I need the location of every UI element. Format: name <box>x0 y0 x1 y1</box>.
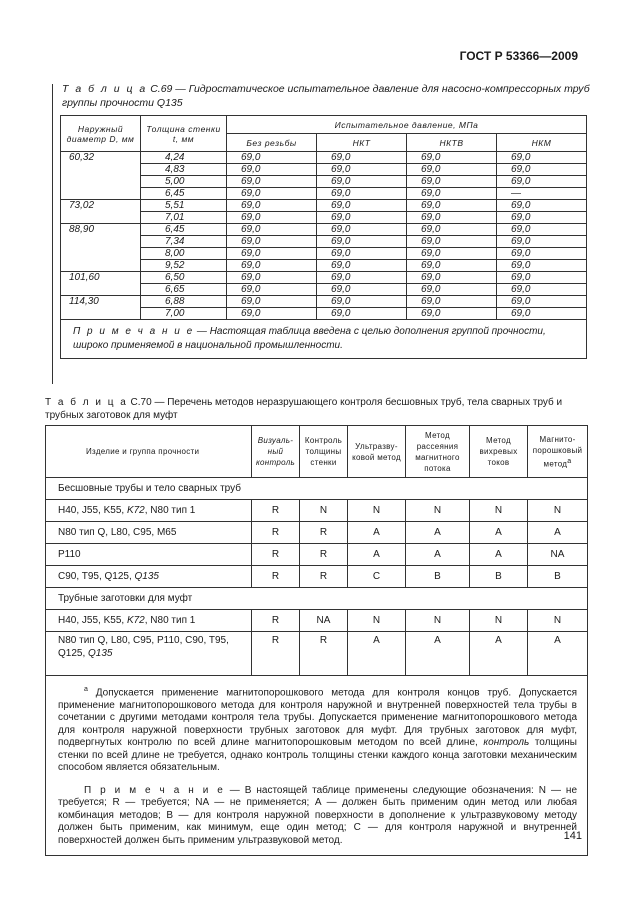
col-header-no-thread: Без резьбы <box>227 134 317 152</box>
cell-product <box>46 522 252 544</box>
table-row <box>61 200 587 212</box>
product-label-it: Q135 <box>134 571 159 582</box>
cell-pressure: 69,0 <box>317 260 407 272</box>
cell-pressure: 69,0 <box>317 224 407 236</box>
col-header-ultrasonic: Ультразву-ковой метод <box>348 426 406 478</box>
table-row <box>61 224 587 236</box>
cell-product <box>46 544 252 566</box>
cell-diameter: 101,60 <box>61 272 141 296</box>
note-text: — Настоящая таблица введена с целью дополнения группой прочности, широко применяемой в национальной промышленности. <box>73 326 546 351</box>
cell-method: A <box>348 544 406 566</box>
cell-pressure: 69,0 <box>317 164 407 176</box>
cell-pressure: 69,0 <box>317 284 407 296</box>
cell-pressure: 69,0 <box>227 284 317 296</box>
cell-thickness: 7,00 <box>141 308 227 320</box>
document-id: ГОСТ Р 53366—2009 <box>459 49 578 63</box>
table-row <box>46 566 588 588</box>
cell-method: N <box>470 500 528 522</box>
cell-thickness: 6,45 <box>141 224 227 236</box>
cell-pressure: 69,0 <box>497 212 587 224</box>
cell-pressure: 69,0 <box>407 236 497 248</box>
cell-pressure: 69,0 <box>407 284 497 296</box>
cell-pressure: — <box>497 188 587 200</box>
cell-thickness: 7,34 <box>141 236 227 248</box>
cell-pressure: 69,0 <box>497 224 587 236</box>
cell-pressure: 69,0 <box>227 200 317 212</box>
cell-thickness: 9,52 <box>141 260 227 272</box>
col-header-diameter: Наружный диаметр D, мм <box>61 116 141 152</box>
cell-method: R <box>300 544 348 566</box>
cell-pressure: 69,0 <box>227 164 317 176</box>
section-row <box>46 588 588 610</box>
footnote-a <box>58 684 577 775</box>
cell-method: R <box>300 566 348 588</box>
cell-pressure: 69,0 <box>317 212 407 224</box>
cell-method: R <box>252 610 300 632</box>
page-number: 141 <box>563 830 582 842</box>
cell-pressure: 69,0 <box>317 152 407 164</box>
cell-pressure: 69,0 <box>227 188 317 200</box>
cell-thickness: 7,01 <box>141 212 227 224</box>
cell-method: A <box>348 522 406 544</box>
col-header-nktv: НКТВ <box>407 134 497 152</box>
cell-method: A <box>470 632 528 676</box>
cell-pressure: 69,0 <box>407 212 497 224</box>
cell-method: N <box>300 500 348 522</box>
cell-method: NA <box>528 544 588 566</box>
cell-method: R <box>300 632 348 676</box>
cell-method: N <box>470 610 528 632</box>
col-header-product: Изделие и группа прочности <box>46 426 252 478</box>
table-row <box>46 632 588 676</box>
cell-thickness: 5,51 <box>141 200 227 212</box>
section-title: Трубные заготовки для муфт <box>46 588 588 610</box>
cell-pressure: 69,0 <box>407 164 497 176</box>
note-label: П р и м е ч а н и е <box>84 784 225 796</box>
cell-thickness: 5,00 <box>141 176 227 188</box>
product-label-pre: P110 <box>58 549 81 560</box>
cell-method: N <box>406 610 470 632</box>
cell-thickness: 6,45 <box>141 188 227 200</box>
cell-product <box>46 500 252 522</box>
cell-method: A <box>528 522 588 544</box>
cell-method: R <box>252 500 300 522</box>
cell-diameter: 60,32 <box>61 152 141 200</box>
col-header-eddy: Метод вихревых токов <box>470 426 528 478</box>
cell-pressure: 69,0 <box>407 272 497 284</box>
product-label-pre: C90, T95, Q125, <box>58 571 135 582</box>
cell-thickness: 8,00 <box>141 248 227 260</box>
section-row <box>46 478 588 500</box>
cell-pressure: 69,0 <box>227 248 317 260</box>
table-c69 <box>60 115 587 359</box>
cell-method: A <box>348 632 406 676</box>
cell-method: C <box>348 566 406 588</box>
cell-pressure: 69,0 <box>317 296 407 308</box>
cell-pressure: 69,0 <box>497 236 587 248</box>
table-row <box>61 272 587 284</box>
product-label-post: , N80 тип 1 <box>144 615 196 626</box>
col-header-nkt: НКТ <box>317 134 407 152</box>
cell-pressure: 69,0 <box>497 164 587 176</box>
cell-pressure: 69,0 <box>227 236 317 248</box>
cell-pressure: 69,0 <box>227 212 317 224</box>
product-label-it: K72 <box>126 615 145 626</box>
cell-pressure: 69,0 <box>407 296 497 308</box>
table-row <box>46 610 588 632</box>
table-row <box>61 152 587 164</box>
cell-pressure: 69,0 <box>497 272 587 284</box>
col-header-magnetic-flux: Метод рассеяния магнитного потока <box>406 426 470 478</box>
cell-method: A <box>528 632 588 676</box>
note-label: П р и м е ч а н и е <box>73 326 195 337</box>
cell-pressure: 69,0 <box>227 152 317 164</box>
table-c70-footnotes <box>46 676 588 856</box>
cell-diameter: 73,02 <box>61 200 141 224</box>
cell-method: R <box>252 566 300 588</box>
table-row <box>46 522 588 544</box>
table-row <box>61 296 587 308</box>
cell-method: B <box>406 566 470 588</box>
table-c69-note <box>61 320 587 359</box>
cell-pressure: 69,0 <box>407 176 497 188</box>
col-header-nkm: НКМ <box>497 134 587 152</box>
cell-method: N <box>348 610 406 632</box>
cell-pressure: 69,0 <box>497 308 587 320</box>
cell-pressure: 69,0 <box>407 248 497 260</box>
cell-product <box>46 566 252 588</box>
note-text: — В настоящей таблице применены следующие обозначения: N — не требуется; R — требуется; NA — не применяется; A — должен быть применим один метод или любая комбинация методов; B — для контроля наружной поверхности в дополнение к ультразвуковому методу должен быть применим, как минимум, еще один метод; C — для контроля наружной и внутренней поверхностей должен быть применим ультразвуковой метод. <box>58 784 577 846</box>
cell-thickness: 6,50 <box>141 272 227 284</box>
cell-method: R <box>300 522 348 544</box>
product-label-pre: N80 тип Q, L80, C95, P110, C90, T95, Q125, <box>58 635 229 659</box>
cell-pressure: 69,0 <box>407 224 497 236</box>
cell-pressure: 69,0 <box>317 200 407 212</box>
product-label-post: , N80 тип 1 <box>144 505 196 516</box>
table-c69-caption <box>62 82 592 110</box>
cell-pressure: 69,0 <box>317 272 407 284</box>
cell-pressure: 69,0 <box>227 308 317 320</box>
cell-thickness: 4,24 <box>141 152 227 164</box>
cell-pressure: 69,0 <box>227 224 317 236</box>
cell-method: N <box>348 500 406 522</box>
cell-method: A <box>406 544 470 566</box>
caption-label: Т а б л и ц а <box>45 397 128 408</box>
table-c70-caption <box>45 396 590 422</box>
cell-pressure: 69,0 <box>317 176 407 188</box>
col-header-thickness-control: Контроль толщины стенки <box>300 426 348 478</box>
change-bar <box>52 84 53 384</box>
cell-pressure: 69,0 <box>317 248 407 260</box>
product-label-it: Q135 <box>88 648 113 659</box>
cell-pressure: 69,0 <box>227 260 317 272</box>
caption-label: Т а б л и ц а <box>62 83 148 95</box>
cell-pressure: 69,0 <box>407 152 497 164</box>
product-label-pre: N80 тип Q, L80, C95, M65 <box>58 527 177 538</box>
cell-thickness: 4,83 <box>141 164 227 176</box>
cell-pressure: 69,0 <box>407 188 497 200</box>
caption-text: С.69 — Гидростатическое испытательное давление для насосно-компрессорных труб группы прочности Q135 <box>62 83 590 109</box>
footnote-text: Допускается применение магнитопорошкового метода для контроля концов труб. Допускается применение магнитопорошкового метода для контроля наружной и внутренней поверхностей тела трубы в сочетании с другими методами контроля тела трубы. Допускается применение магнитопорошкового метода для контроля наружной поверхности трубных заготовок для муфт. Для трубных заготовок для муфт, подвергнутых контролю по всей длине магнитопорошковым методом по всей длине, <box>58 687 577 749</box>
cell-method: R <box>252 544 300 566</box>
cell-method: R <box>252 632 300 676</box>
cell-thickness: 6,65 <box>141 284 227 296</box>
cell-pressure: 69,0 <box>227 176 317 188</box>
cell-method: N <box>528 610 588 632</box>
product-label-pre: Н40, J55, K55, <box>58 505 127 516</box>
footnote-marker: a <box>84 686 88 693</box>
table-row <box>46 500 588 522</box>
cell-method: B <box>528 566 588 588</box>
cell-pressure: 69,0 <box>317 188 407 200</box>
table-row <box>46 544 588 566</box>
col-header-thickness: Толщина стенки t, мм <box>141 116 227 152</box>
product-label-pre: Н40, J55, K55, <box>58 615 127 626</box>
cell-pressure: 69,0 <box>227 272 317 284</box>
caption-text: С.70 — Перечень методов неразрушающего контроля бесшовных труб, тела сварных труб и трубных заготовок для муфт <box>45 397 563 421</box>
cell-pressure: 69,0 <box>317 308 407 320</box>
cell-method: N <box>528 500 588 522</box>
col-header-magnetic-powder <box>528 426 588 478</box>
cell-method: N <box>406 500 470 522</box>
cell-method: B <box>470 566 528 588</box>
footnote-italic: контроль <box>483 737 530 749</box>
cell-pressure: 69,0 <box>497 296 587 308</box>
table-c70-note <box>58 785 577 848</box>
cell-pressure: 69,0 <box>407 200 497 212</box>
product-label-it: K72 <box>126 505 145 516</box>
cell-pressure: 69,0 <box>497 260 587 272</box>
cell-product <box>46 632 252 676</box>
cell-pressure: 69,0 <box>317 236 407 248</box>
cell-pressure: 69,0 <box>497 152 587 164</box>
section-title: Бесшовные трубы и тело сварных труб <box>46 478 588 500</box>
cell-pressure: 69,0 <box>497 248 587 260</box>
cell-method: NA <box>300 610 348 632</box>
cell-pressure: 69,0 <box>227 296 317 308</box>
cell-thickness: 6,88 <box>141 296 227 308</box>
col-header-visual: Визуаль-ный контроль <box>252 426 300 478</box>
cell-method: A <box>470 522 528 544</box>
cell-method: A <box>406 632 470 676</box>
cell-method: A <box>406 522 470 544</box>
cell-product <box>46 610 252 632</box>
cell-pressure: 69,0 <box>407 260 497 272</box>
table-c70 <box>45 425 588 856</box>
footnote-text-end: толщины стенки по всей длине не требуется, однако контроль толщины стенки каждого конца заготовки механическим способом является обязательным. <box>58 737 577 774</box>
cell-method: R <box>252 522 300 544</box>
cell-pressure: 69,0 <box>407 308 497 320</box>
cell-pressure: 69,0 <box>497 200 587 212</box>
cell-diameter: 114,30 <box>61 296 141 320</box>
footnote-marker: a <box>567 457 572 465</box>
cell-pressure: 69,0 <box>497 176 587 188</box>
cell-diameter: 88,90 <box>61 224 141 272</box>
col-header-pressure: Испытательное давление, МПа <box>227 116 587 134</box>
cell-method: A <box>470 544 528 566</box>
col-header-magnetic-powder-text: Магнито-порошковый метод <box>532 434 583 469</box>
cell-pressure: 69,0 <box>497 284 587 296</box>
